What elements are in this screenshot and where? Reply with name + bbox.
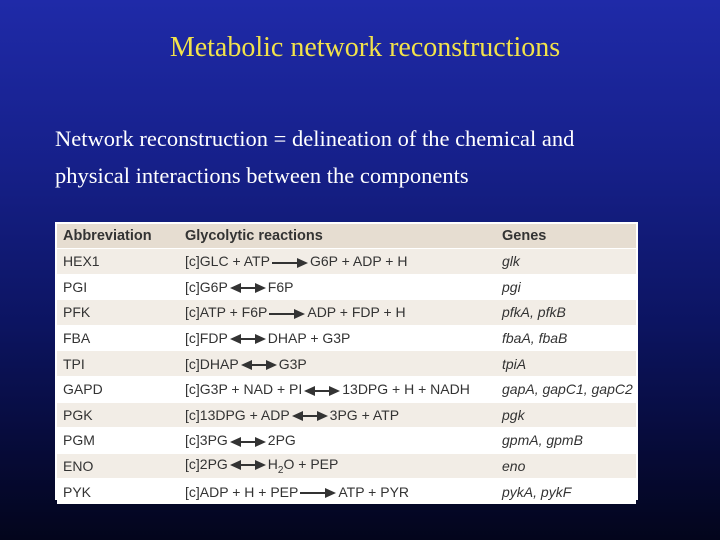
reaction-genes: pgi [496, 274, 636, 300]
reaction-abbreviation: FBA [57, 325, 179, 351]
reaction-abbreviation: PFK [57, 300, 179, 326]
reaction-equation [179, 376, 496, 402]
reaction-lhs: [c]DHAP [185, 355, 239, 372]
reversible-arrow-icon [230, 437, 266, 447]
reaction-lhs: [c]13DPG + ADP [185, 406, 290, 423]
slide-title: Metabolic network reconstructions [169, 32, 561, 63]
reversible-arrow-icon [230, 460, 266, 470]
header-reactions: Glycolytic reactions [179, 224, 496, 249]
reaction-abbreviation: PGM [57, 428, 179, 454]
body-line-2: physical interactions between the components [55, 163, 469, 188]
reaction-genes: pfkA, pfkB [496, 300, 636, 326]
slide-body [55, 120, 695, 194]
reaction-lhs: [c]ADP + H + PEP [185, 483, 299, 500]
header-genes: Genes [496, 224, 636, 249]
forward-arrow-icon [272, 258, 308, 268]
table-row [57, 479, 636, 504]
reaction-lhs: [c]ATP + F6P [185, 304, 268, 321]
reaction-rhs: 3PG + ATP [329, 406, 400, 423]
reaction-genes: eno [496, 453, 636, 479]
reaction-rhs-pre: H [267, 456, 278, 473]
reaction-equation [179, 249, 496, 275]
reversible-arrow-icon [292, 411, 328, 421]
reversible-arrow-icon [304, 386, 340, 396]
table-row [57, 249, 636, 275]
reactions-table-panel [55, 222, 638, 500]
reaction-rhs-post: O + PEP [283, 456, 339, 473]
reversible-arrow-icon [241, 360, 277, 370]
reaction-lhs: [c]2PG [185, 456, 228, 473]
table-header-row [57, 224, 636, 249]
reaction-lhs: [c]GLC + ATP [185, 253, 270, 270]
reaction-rhs: ATP + PYR [338, 483, 410, 500]
body-line-1: Network reconstruction = delineation of the chemical and [55, 126, 575, 151]
reaction-lhs: [c]FDP [185, 330, 228, 347]
forward-arrow-icon [300, 488, 336, 498]
table-row [57, 453, 636, 479]
forward-arrow-icon [269, 309, 305, 319]
table-row [57, 300, 636, 326]
reaction-lhs: [c]G6P [185, 278, 228, 295]
reaction-genes: gpmA, gpmB [496, 428, 636, 454]
reaction-genes: pgk [496, 402, 636, 428]
reaction-equation [179, 453, 496, 479]
reaction-abbreviation: HEX1 [57, 249, 179, 275]
reaction-rhs: ADP + FDP + H [307, 304, 406, 321]
reaction-genes: tpiA [496, 351, 636, 377]
reaction-genes: fbaA, fbaB [496, 325, 636, 351]
table-row [57, 325, 636, 351]
reaction-abbreviation: PGK [57, 402, 179, 428]
reversible-arrow-icon [230, 283, 266, 293]
glycolytic-reactions-table [57, 224, 636, 504]
reaction-rhs: 2PG [267, 432, 296, 449]
reaction-abbreviation: PYK [57, 479, 179, 504]
reaction-equation [179, 300, 496, 326]
reaction-rhs: G3P [278, 355, 307, 372]
table-row [57, 351, 636, 377]
reaction-abbreviation: GAPD [57, 376, 179, 402]
table-row [57, 402, 636, 428]
reversible-arrow-icon [230, 334, 266, 344]
reaction-abbreviation: ENO [57, 453, 179, 479]
reaction-rhs: G6P + ADP + H [309, 253, 408, 270]
reaction-equation [179, 274, 496, 300]
table-row [57, 428, 636, 454]
reaction-genes: pykA, pykF [496, 479, 636, 504]
reaction-genes: gapA, gapC1, gapC2 [496, 376, 636, 402]
reaction-equation [179, 351, 496, 377]
reaction-equation [179, 479, 496, 504]
reaction-lhs: [c]G3P + NAD + PI [185, 381, 303, 398]
reaction-lhs: [c]3PG [185, 432, 228, 449]
reaction-equation [179, 402, 496, 428]
table-row [57, 274, 636, 300]
reaction-abbreviation: PGI [57, 274, 179, 300]
reaction-genes: glk [496, 249, 636, 275]
reaction-equation [179, 325, 496, 351]
reaction-rhs-subscript: 2 [277, 464, 284, 476]
reaction-rhs: DHAP + G3P [267, 330, 351, 347]
reaction-rhs: F6P [267, 278, 294, 295]
reaction-equation [179, 428, 496, 454]
header-abbreviation: Abbreviation [57, 224, 179, 249]
table-row [57, 376, 636, 402]
reaction-abbreviation: TPI [57, 351, 179, 377]
reaction-rhs: 13DPG + H + NADH [342, 381, 470, 398]
